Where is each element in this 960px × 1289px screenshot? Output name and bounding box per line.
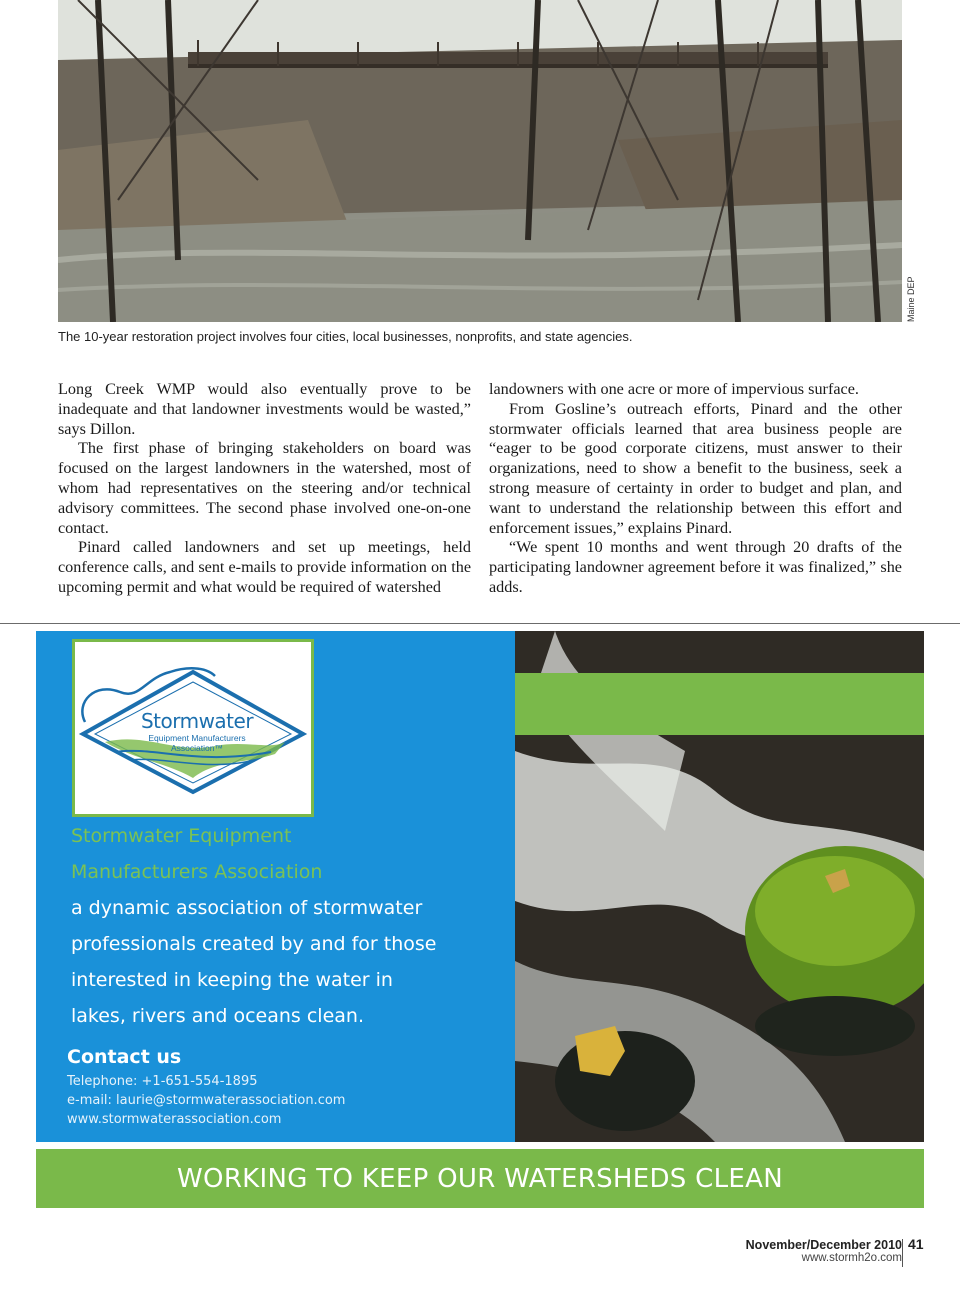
- ad-title-line: Manufacturers Association: [71, 861, 323, 883]
- photo-credit: Maine DEP: [906, 276, 916, 322]
- ad-description-line: professionals created by and for those: [71, 933, 437, 955]
- photo-caption: The 10-year restoration project involves four cities, local businesses, nonprofits, and state agencies.: [58, 329, 633, 344]
- paragraph: Long Creek WMP would also eventually prove to be inadequate and that landowner investments would be wasted,” says Dillon.: [58, 380, 471, 438]
- contact-heading: Contact us: [67, 1046, 182, 1068]
- magazine-website: www.stormh2o.com: [801, 1252, 902, 1264]
- paragraph: From Gosline’s outreach efforts, Pinard and the other stormwater officials learned that area business people are “eager to be good corporate citizens, must answer to their organizations, need to show a benefit to the business, seek a strong measure of certainty in order to budget and plan, and want to understand the relationship between this effort and enforcement issues,” explains Pinard.: [489, 399, 902, 537]
- ad-description-line: interested in keeping the water in: [71, 969, 393, 991]
- article-column-left: [58, 380, 471, 598]
- ad-description: [71, 890, 491, 1034]
- ad-description-line: lakes, rivers and oceans clean.: [71, 1005, 364, 1027]
- ad-green-band: [515, 673, 924, 735]
- article-column-right: [489, 380, 902, 598]
- paragraph: landowners with one acre or more of impervious surface.: [489, 380, 859, 398]
- ad-description-line: a dynamic association of stormwater: [71, 897, 423, 919]
- contact-telephone: Telephone: +1-651-554-1895: [67, 1074, 258, 1089]
- footer-divider: [902, 1239, 903, 1267]
- ad-title: [71, 818, 491, 890]
- ad-blue-panel: [36, 631, 515, 1142]
- page-number: 41: [908, 1236, 924, 1252]
- issue-date: November/December 2010: [745, 1238, 902, 1252]
- river-bridge-photo: [58, 0, 902, 322]
- advertisement[interactable]: [36, 631, 924, 1208]
- ad-tagline-bar: [36, 1149, 924, 1208]
- contact-website-link[interactable]: www.stormwaterassociation.com: [67, 1112, 282, 1127]
- paragraph: The first phase of bringing stakeholders on board was focused on the largest landowners in the watershed, most of whom had representatives on the steering and/or technical advisory committees. The second phase involved one-on-one contact.: [58, 439, 471, 537]
- paragraph: Pinard called landowners and set up meetings, held conference calls, and sent e-mails to provide information on the upcoming permit and what would be required of watershed: [58, 538, 471, 596]
- logo-subtitle-line: Association™: [171, 743, 223, 753]
- river-bridge-illustration: [58, 0, 902, 322]
- contact-email-link[interactable]: e-mail: laurie@stormwaterassociation.com: [67, 1093, 346, 1108]
- page-footer: [746, 1238, 902, 1264]
- ad-tagline: WORKING TO KEEP OUR WATERSHEDS CLEAN: [177, 1163, 783, 1194]
- ad-title-line: Stormwater Equipment: [71, 825, 292, 847]
- logo-subtitle-line: Equipment Manufacturers: [148, 733, 246, 743]
- contact-details: [67, 1072, 507, 1129]
- association-logo: [72, 639, 314, 817]
- paragraph: “We spent 10 months and went through 20 drafts of the participating landowner agreement before it was finalized,” she adds.: [489, 538, 902, 596]
- logo-wordmark: Stormwater: [140, 709, 254, 733]
- section-divider: [0, 623, 960, 624]
- logo-subtitle: [133, 733, 261, 753]
